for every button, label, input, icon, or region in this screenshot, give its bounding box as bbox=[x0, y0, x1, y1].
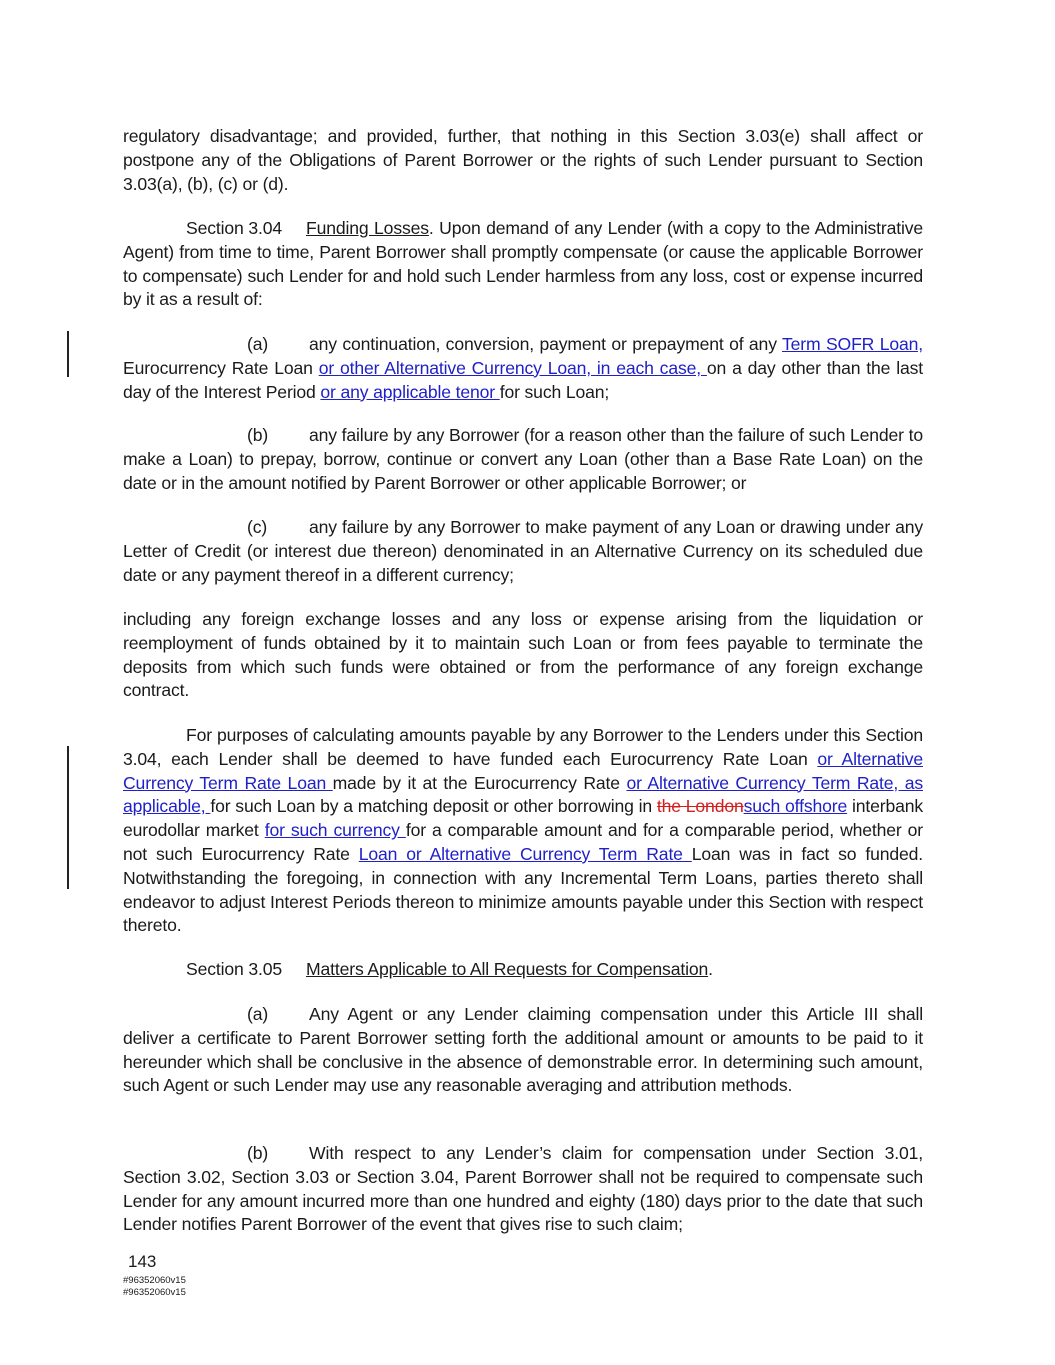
section-heading: Funding Losses bbox=[306, 218, 429, 238]
clause-label: (c) bbox=[247, 517, 268, 537]
paragraph-3-03e-continued: regulatory disadvantage; and provided, further, that nothing in this Section 3.03(e) shall affect or postpone any of the Obligations of Parent Borrower or the rights of such Lender pursuant to Section 3.03(a), (b), (c) or (d). bbox=[123, 126, 923, 194]
inserted-text: for such currency bbox=[264, 820, 406, 841]
document-id: #96352060v15 bbox=[123, 1287, 186, 1298]
clause-label: (a) bbox=[247, 334, 269, 354]
deleted-text: the London bbox=[656, 796, 744, 817]
inserted-text: or Alternative Currency Term Rate Loan bbox=[123, 748, 923, 793]
section-number: Section 3.04 bbox=[186, 218, 283, 238]
section-heading: Matters Applicable to All Requests for Compensation bbox=[306, 959, 709, 979]
inserted-text: Term SOFR Loan, bbox=[782, 334, 923, 354]
inserted-text: or Alternative Currency Term Rate, as applicable, bbox=[123, 772, 923, 817]
section-3-04-paragraph: Section 3.04 Funding Losses. Upon demand of any Lender (with a copy to the Administrative Agent) from time to time, Parent Borrower shall promptly compensate (or cause the applicable Borrower to compensate) such Lender for and hold such Lender harmless from any loss, cost or expense incurred by it as a result of: bbox=[123, 218, 923, 310]
section-number: Section 3.05 bbox=[186, 959, 283, 979]
page-number: 143 bbox=[128, 1252, 157, 1271]
change-bar bbox=[67, 331, 69, 377]
section-3-05-heading: Section 3.05 Matters Applicable to All Requests for Compensation. bbox=[123, 958, 923, 982]
clause-label: (a) bbox=[247, 1004, 269, 1024]
clause-label: (b) bbox=[247, 1143, 269, 1163]
inserted-text: or other Alternative Currency Loan, in each case, bbox=[318, 357, 707, 378]
inserted-text: or any applicable tenor bbox=[320, 381, 500, 402]
funding-purposes-paragraph: For purposes of calculating amounts payable by any Borrower to the Lenders under this Section 3.04, each Lender shall be deemed to have funded each Eurocurrency Rate Loan or Alternative Currency Term Rate Loan made by it at the Eurocurrency Rate or Alternative Currency Term Rate, as applicable, for such Loan by a matching deposit or other borrowing in the Londonsuch offshore interbank eurodollar market for such currency for a comparable amount and for a comparable period, whether or not such Eurocurrency Rate Loan or Alternative Currency Term Rate Loan was in fact so funded. Notwithstanding the foregoing, in connection with any Incremental Term Loans, parties thereto shall endeavor to adjust Interest Periods thereon to minimize amounts payable under this Section with respect thereto. bbox=[123, 725, 924, 936]
including-paragraph: including any foreign exchange losses and any loss or expense arising from the liquidation or reemployment of funds obtained by it to maintain such Loan or from fees payable to terminate the deposits from which such funds were obtained or from the performance of any foreign exchange contract. bbox=[123, 609, 923, 701]
clause-a: (a) any continuation, conversion, payment or prepayment of any Term SOFR Loan, Eurocurrency Rate Loan or other Alternative Currency Loan, in each case, on a day other than the last day of the Interest Period or any applicable tenor for such Loan; bbox=[123, 334, 923, 402]
change-bar bbox=[67, 746, 69, 889]
section-3-05-clause-a: (a) Any Agent or any Lender claiming compensation under this Article III shall deliver a certificate to Parent Borrower setting forth the additional amount or amounts to be paid to it hereunder which shall be conclusive in the absence of demonstrable error. In determining such amount, such Agent or such Lender may use any reasonable averaging and attribution methods. bbox=[123, 1004, 923, 1096]
inserted-text: such offshore bbox=[743, 796, 848, 817]
inserted-text: Loan or Alternative Currency Term Rate bbox=[358, 843, 692, 864]
clause-label: (b) bbox=[247, 425, 269, 445]
clause-b: (b) any failure by any Borrower (for a reason other than the failure of such Lender to make a Loan) to prepay, borrow, continue or convert any Loan (other than a Base Rate Loan) on the date or in the amount notified by Parent Borrower or other applicable Borrower; or bbox=[123, 425, 923, 493]
section-3-05-clause-b: (b) With respect to any Lender’s claim for compensation under Section 3.01, Section 3.02, Section 3.03 or Section 3.04, Parent Borrower shall not be required to compensate such Lender for any amount incurred more than one hundred and eighty (180) days prior to the date that such Lender notifies Parent Borrower of the event that gives rise to such claim; bbox=[123, 1143, 923, 1235]
document-id: #96352060v15 bbox=[123, 1275, 186, 1286]
clause-c: (c) any failure by any Borrower to make payment of any Loan or drawing under any Letter of Credit (or interest due thereon) denominated in an Alternative Currency on its scheduled due date or any payment thereof in a different currency; bbox=[123, 517, 923, 585]
